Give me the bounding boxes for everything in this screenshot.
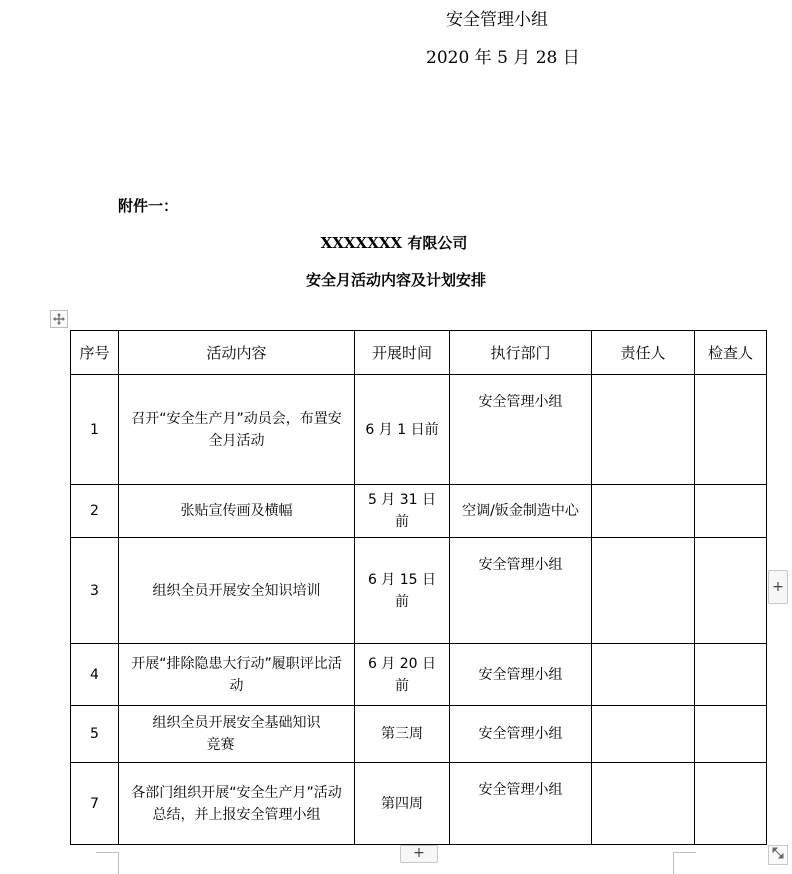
move-arrows-icon xyxy=(53,313,65,325)
row-number: 1 xyxy=(71,375,119,485)
checker-cell xyxy=(695,375,767,485)
signature-org: 安全管理小组 xyxy=(446,10,548,30)
owner-cell xyxy=(592,763,695,845)
activity-content xyxy=(119,375,355,485)
row-number: 4 xyxy=(71,644,119,706)
activity-content xyxy=(119,706,355,763)
signature-date: 2020 年 5 月 28 日 xyxy=(426,48,580,68)
executing-dept: 空调/钣金制造中心 xyxy=(450,485,592,538)
plus-icon: + xyxy=(772,579,784,595)
activity-time: 第三周 xyxy=(355,706,450,763)
page-corner-mark xyxy=(96,852,119,874)
header-cell: 检查人 xyxy=(695,331,767,375)
activity-content-line: 组织全员开展安全基础知识 xyxy=(152,715,321,731)
table-resize-handle[interactable] xyxy=(768,845,788,865)
checker-cell xyxy=(695,538,767,644)
company-name xyxy=(0,232,792,253)
executing-dept: 安全管理小组 xyxy=(450,763,592,845)
row-number: 7 xyxy=(71,763,119,845)
checker-cell xyxy=(695,485,767,538)
owner-cell xyxy=(592,375,695,485)
header-cell: 开展时间 xyxy=(355,331,450,375)
table-row xyxy=(71,375,767,485)
activity-content-line: 各部门组织开展“安全生产月”活动 xyxy=(131,784,342,801)
company-name-text: XXXXXXX 有限公司 xyxy=(320,234,468,252)
table-row xyxy=(71,763,767,845)
checker-cell xyxy=(695,706,767,763)
activity-content-line: 召开“安全生产月”动员会，布置安 xyxy=(131,410,342,427)
owner-cell xyxy=(592,644,695,706)
checker-cell xyxy=(695,763,767,845)
activity-content-line: 竞赛 xyxy=(206,737,235,753)
page-corner-mark xyxy=(673,852,696,874)
table-row xyxy=(71,644,767,706)
resize-diagonal-icon xyxy=(772,847,784,859)
activity-content-line: 动 xyxy=(229,677,244,694)
row-number: 3 xyxy=(71,538,119,644)
activity-time: 5 月 31 日前 xyxy=(355,485,450,538)
row-number: 2 xyxy=(71,485,119,538)
activity-content-line: 全月活动 xyxy=(208,432,265,449)
header-cell: 责任人 xyxy=(592,331,695,375)
header-cell: 序号 xyxy=(71,331,119,375)
attachment-label: 附件一： xyxy=(118,197,179,215)
executing-dept: 安全管理小组 xyxy=(450,375,592,485)
owner-cell xyxy=(592,538,695,644)
table-row xyxy=(71,706,767,763)
activity-content-line: 开展“排除隐患大行动”履职评比活 xyxy=(131,655,342,672)
activity-content xyxy=(119,763,355,845)
row-number: 5 xyxy=(71,706,119,763)
owner-cell xyxy=(592,485,695,538)
document-title: 安全月活动内容及计划安排 xyxy=(305,271,486,289)
plus-icon: + xyxy=(413,845,425,861)
table-header-row xyxy=(71,331,767,375)
activity-content: 组织全员开展安全知识培训 xyxy=(119,538,355,644)
activity-time: 6 月 1 日前 xyxy=(355,375,450,485)
table-row xyxy=(71,485,767,538)
header-cell: 执行部门 xyxy=(450,331,592,375)
table-row xyxy=(71,538,767,644)
activity-time: 6 月 20 日前 xyxy=(355,644,450,706)
executing-dept: 安全管理小组 xyxy=(450,706,592,763)
activity-plan-table xyxy=(70,330,767,845)
owner-cell xyxy=(592,706,695,763)
activity-content: 张贴宣传画及横幅 xyxy=(119,485,355,538)
executing-dept: 安全管理小组 xyxy=(450,644,592,706)
activity-content-line: 总结，并上报安全管理小组 xyxy=(152,806,321,823)
checker-cell xyxy=(695,644,767,706)
header-cell: 活动内容 xyxy=(119,331,355,375)
executing-dept: 安全管理小组 xyxy=(450,538,592,644)
add-row-button[interactable] xyxy=(400,845,438,863)
activity-time: 第四周 xyxy=(355,763,450,845)
table-move-handle[interactable] xyxy=(50,310,68,328)
activity-time: 6 月 15 日前 xyxy=(355,538,450,644)
add-column-button[interactable] xyxy=(768,570,788,604)
activity-content xyxy=(119,644,355,706)
